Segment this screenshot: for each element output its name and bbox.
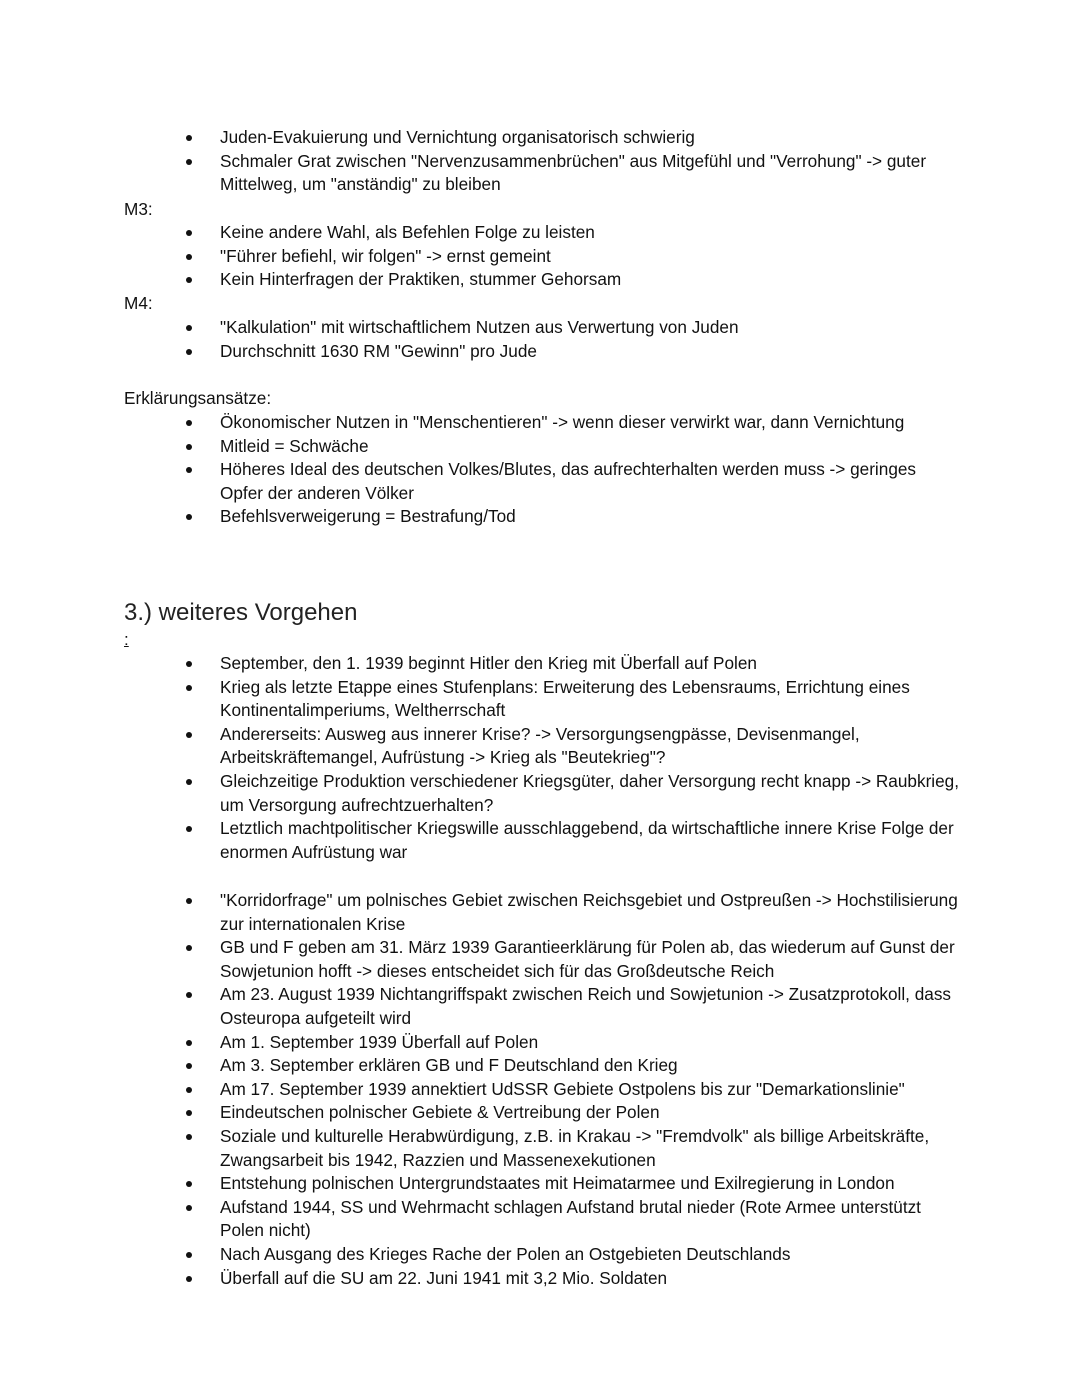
list-item: Soziale und kulturelle Herabwürdigung, z.B. in Krakau -> "Fremdvolk" als billige Arbeitskräfte, Zwangsarbeit bis 1942, Razzien und Massenexekutionen: [0, 1125, 1080, 1172]
bullet-list: [0, 889, 1080, 1290]
list-item: GB und F geben am 31. März 1939 Garantieerklärung für Polen ab, das wiederum auf Gunst der Sowjetunion hofft -> dieses entscheidet sich für das Großdeutsche Reich: [0, 936, 1080, 983]
erklaerung-label: Erklärungsansätze:: [124, 388, 272, 408]
erklaerung-list-block: [0, 411, 1080, 529]
list-item: Höheres Ideal des deutschen Volkes/Blutes, das aufrechterhalten werden muss -> geringes Opfer der anderen Völker: [0, 458, 1080, 505]
list-item: Kein Hinterfragen der Praktiken, stummer Gehorsam: [0, 268, 1080, 292]
list-item: "Führer befiehl, wir folgen" -> ernst gemeint: [0, 245, 1080, 269]
list-item: Juden-Evakuierung und Vernichtung organisatorisch schwierig: [0, 126, 1080, 150]
list-item: Nach Ausgang des Krieges Rache der Polen an Ostgebieten Deutschlands: [0, 1243, 1080, 1267]
list-item: Am 23. August 1939 Nichtangriffspakt zwischen Reich und Sowjetunion -> Zusatzprotokoll, dass Osteuropa aufgeteilt wird: [0, 983, 1080, 1030]
m3-label: M3:: [124, 199, 153, 219]
list-item: Letztlich machtpolitischer Kriegswille ausschlaggebend, da wirtschaftliche innere Krise Folge der enormen Aufrüstung war: [0, 817, 1080, 864]
list-item: "Kalkulation" mit wirtschaftlichem Nutzen aus Verwertung von Juden: [0, 316, 1080, 340]
list-item: Am 1. September 1939 Überfall auf Polen: [0, 1031, 1080, 1055]
list-item: Am 3. September erklären GB und F Deutschland den Krieg: [0, 1054, 1080, 1078]
top-list-block: [0, 126, 1080, 197]
list-item: Durchschnitt 1630 RM "Gewinn" pro Jude: [0, 340, 1080, 364]
list-item: Überfall auf die SU am 22. Juni 1941 mit 3,2 Mio. Soldaten: [0, 1267, 1080, 1291]
section-heading: 3.) weiteres Vorgehen: [124, 599, 358, 626]
m4-label: M4:: [124, 293, 153, 313]
list-item: Keine andere Wahl, als Befehlen Folge zu leisten: [0, 221, 1080, 245]
list-item: Andererseits: Ausweg aus innerer Krise? -> Versorgungsengpässe, Devisenmangel, Arbeitskräftemangel, Aufrüstung -> Krieg als "Beutekrieg"?: [0, 723, 1080, 770]
m3-list-block: [0, 221, 1080, 292]
list-item: Aufstand 1944, SS und Wehrmacht schlagen Aufstand brutal nieder (Rote Armee unterstützt Polen nicht): [0, 1196, 1080, 1243]
section3-list-b-block: [0, 889, 1080, 1290]
section-colon: :: [124, 630, 129, 649]
list-item: Mitleid = Schwäche: [0, 435, 1080, 459]
list-item: Schmaler Grat zwischen "Nervenzusammenbrüchen" aus Mitgefühl und "Verrohung" -> guter Mittelweg, um "anständig" zu bleiben: [0, 150, 1080, 197]
list-item: Eindeutschen polnischer Gebiete & Vertreibung der Polen: [0, 1101, 1080, 1125]
m4-list-block: [0, 316, 1080, 363]
list-item: "Korridorfrage" um polnisches Gebiet zwischen Reichsgebiet und Ostpreußen -> Hochstilisierung zur internationalen Krise: [0, 889, 1080, 936]
list-item: September, den 1. 1939 beginnt Hitler den Krieg mit Überfall auf Polen: [0, 652, 1080, 676]
list-item: Entstehung polnischen Untergrundstaates mit Heimatarmee und Exilregierung in London: [0, 1172, 1080, 1196]
bullet-list: [0, 221, 1080, 292]
section3-list-a-block: [0, 652, 1080, 864]
list-item: Am 17. September 1939 annektiert UdSSR Gebiete Ostpolens bis zur "Demarkationslinie": [0, 1078, 1080, 1102]
bullet-list: [0, 652, 1080, 864]
bullet-list: [0, 126, 1080, 197]
list-item: Befehlsverweigerung = Bestrafung/Tod: [0, 505, 1080, 529]
bullet-list: [0, 316, 1080, 363]
list-item: Krieg als letzte Etappe eines Stufenplans: Erweiterung des Lebensraums, Errichtung eines Kontinentalimperiums, Weltherrschaft: [0, 676, 1080, 723]
list-item: Ökonomischer Nutzen in "Menschentieren" -> wenn dieser verwirkt war, dann Vernichtung: [0, 411, 1080, 435]
bullet-list: [0, 411, 1080, 529]
list-item: Gleichzeitige Produktion verschiedener Kriegsgüter, daher Versorgung recht knapp -> Raubkrieg, um Versorgung aufrechtzuerhalten?: [0, 770, 1080, 817]
